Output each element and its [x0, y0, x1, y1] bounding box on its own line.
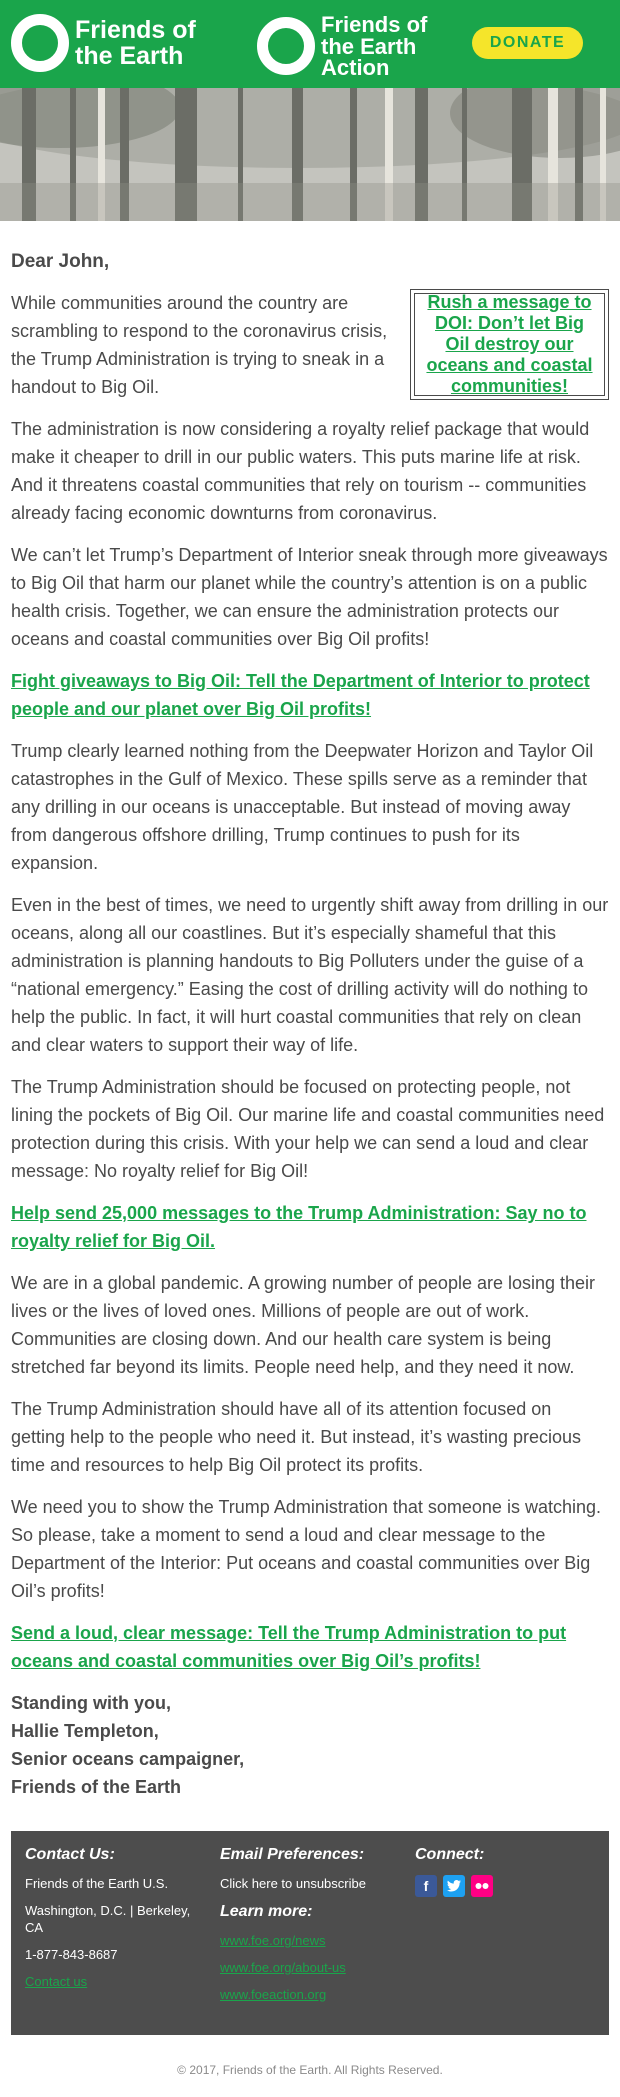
- footer-preferences-column: [220, 1845, 400, 2013]
- footer-link-about[interactable]: www.foe.org/about-us: [220, 1960, 346, 1975]
- signature-line: Senior oceans campaigner,: [11, 1749, 245, 1769]
- footer-location: Washington, D.C. | Berkeley, CA: [25, 1903, 191, 1935]
- footer-connect-column: [415, 1845, 595, 1897]
- footer-org: Friends of the Earth U.S.: [25, 1876, 169, 1891]
- paragraph: We are in a global pandemic. A growing number of people are losing their lives or the lives of loved ones. Millions of people are out of work. Communities are closing down. And our health care system is being stretched far beyond its limits. People need help, and they need it now.: [11, 1273, 596, 1377]
- paragraph: The Trump Administration should have all of its attention focused on getting help to the people who need it. But instead, it’s wasting precious time and resources to help Big Oil protect its profits.: [11, 1399, 582, 1475]
- earth-ring-icon: [257, 17, 315, 75]
- donate-button[interactable]: DONATE: [472, 27, 583, 59]
- footer-contact-column: [25, 1845, 205, 2000]
- email-body: [0, 251, 620, 1801]
- signature-block: [11, 1689, 609, 1801]
- footer-link-news[interactable]: www.foe.org/news: [220, 1933, 326, 1948]
- hero-forest-image: [0, 88, 620, 221]
- signature-line: Hallie Templeton,: [11, 1721, 159, 1741]
- flickr-icon[interactable]: [471, 1875, 493, 1897]
- paragraph: We can’t let Trump’s Department of Interior sneak through more giveaways to Big Oil that harm our planet while the country’s attention is on a public health crisis. Together, we can ensure the administration protects our oceans and coastal communities over Big Oil profits!: [11, 545, 608, 649]
- friends-of-the-earth-action-logo[interactable]: [257, 14, 427, 79]
- social-icons: [415, 1875, 595, 1897]
- logo-line: the Earth: [321, 33, 417, 59]
- logo-text: [321, 14, 427, 79]
- footer-heading: Contact Us:: [25, 1846, 115, 1863]
- cta-link-send-message[interactable]: Send a loud, clear message: Tell the Trump Administration to put oceans and coastal communities over Big Oil’s profits!: [11, 1623, 567, 1671]
- header-banner: [0, 0, 620, 88]
- intro-section: [11, 289, 609, 401]
- signature-line: Standing with you,: [11, 1693, 171, 1713]
- greeting: Dear John,: [11, 251, 110, 272]
- logo-text: [75, 17, 196, 70]
- unsubscribe-link[interactable]: Click here to unsubscribe: [220, 1876, 366, 1891]
- paragraph: The administration is now considering a royalty relief package that would make it cheaper to drill in our public waters. This puts marine life at risk. And it threatens coastal communities that rely on tourism -- communities already facing economic downturns from coronavirus.: [11, 419, 590, 523]
- footer: [11, 1831, 609, 2035]
- paragraph: Even in the best of times, we need to urgently shift away from drilling in our oceans, along all our coastlines. But it’s especially shameful that this administration is planning handouts to Big Polluters under the guise of a “national emergency.” Easing the cost of drilling activity will do nothing to help the public. In fact, it will hurt coastal communities that rely on clean and clear waters to support their way of life.: [11, 895, 609, 1055]
- logo-line: Friends of: [75, 15, 196, 44]
- earth-ring-icon: [11, 14, 69, 72]
- cta-link-help-send-messages[interactable]: Help send 25,000 messages to the Trump Administration: Say no to royalty relief for Big Oil.: [11, 1203, 587, 1251]
- contact-us-link[interactable]: Contact us: [25, 1974, 88, 1989]
- twitter-icon[interactable]: [443, 1875, 465, 1897]
- footer-phone: 1-877-843-8687: [25, 1947, 118, 1962]
- logo-line: Action: [321, 55, 390, 81]
- facebook-icon[interactable]: f: [415, 1875, 437, 1897]
- callout-link[interactable]: Rush a message to DOI: Don’t let Big Oil destroy our oceans and coastal communities!: [426, 292, 593, 396]
- footer-link-action[interactable]: www.foeaction.org: [220, 1987, 327, 2002]
- forest-illustration: [0, 88, 620, 221]
- twitter-bird-glyph: [447, 1880, 461, 1892]
- copyright: © 2017, Friends of the Earth. All Rights Reserved.: [177, 2063, 443, 2077]
- callout-inner: [414, 293, 605, 396]
- intro-paragraph: While communities around the country are scrambling to respond to the coronavirus crisis, the Trump Administration is trying to sneak in a handout to Big Oil.: [11, 293, 388, 397]
- friends-of-the-earth-logo[interactable]: [11, 14, 196, 72]
- paragraph: We need you to show the Trump Administration that someone is watching. So please, take a moment to send a loud and clear message to the Department of the Interior: Put oceans and coastal communities over Big Oil’s profits!: [11, 1497, 601, 1601]
- signature-line: Friends of the Earth: [11, 1777, 182, 1797]
- flickr-dots-glyph: [475, 1882, 489, 1890]
- paragraph: The Trump Administration should be focused on protecting people, not lining the pockets of Big Oil. Our marine life and coastal communities need protection during this crisis. With your help we can send a loud and clear message: No royalty relief for Big Oil!: [11, 1077, 605, 1181]
- cta-link-fight-giveaways[interactable]: Fight giveaways to Big Oil: Tell the Department of Interior to protect people and our planet over Big Oil profits!: [11, 671, 590, 719]
- footer-heading: Learn more:: [220, 1903, 313, 1920]
- paragraph: Trump clearly learned nothing from the Deepwater Horizon and Taylor Oil catastrophes in the Gulf of Mexico. These spills serve as a reminder that any drilling in our oceans is unacceptable. But instead of moving away from dangerous offshore drilling, Trump continues to push for its expansion.: [11, 741, 594, 873]
- footer-heading: Connect:: [415, 1846, 485, 1863]
- logo-line: the Earth: [75, 42, 184, 70]
- logo-line: Friends of: [321, 12, 428, 37]
- footer-heading: Email Preferences:: [220, 1846, 365, 1863]
- callout-box: [410, 289, 609, 400]
